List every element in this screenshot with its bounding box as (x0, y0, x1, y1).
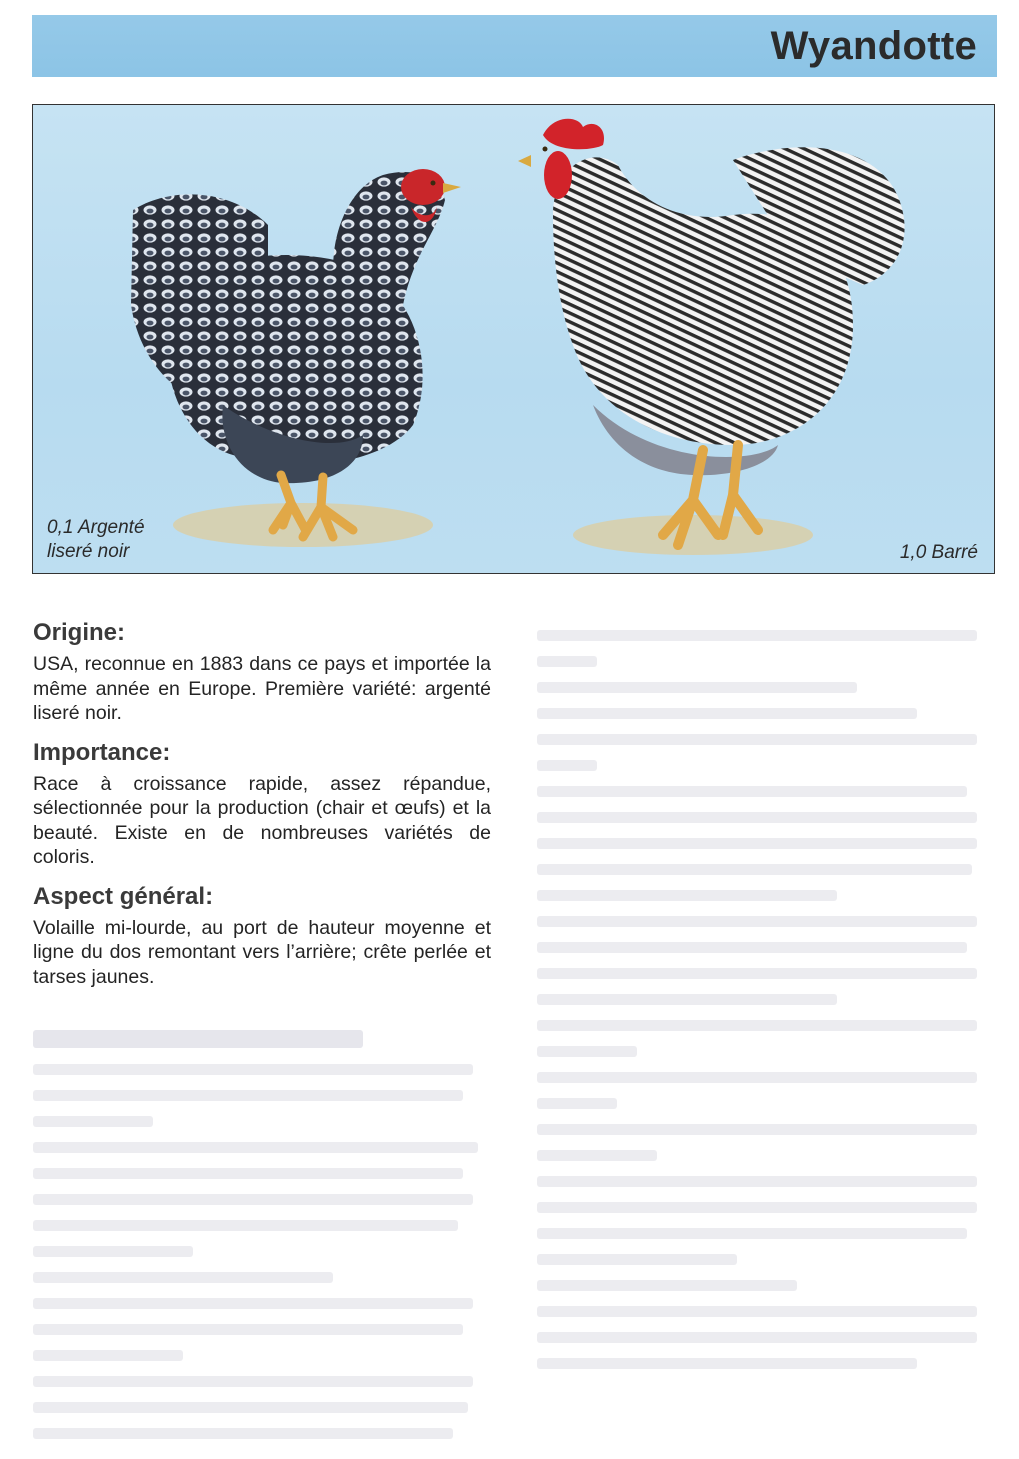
chicken-illustration (33, 105, 995, 574)
section-heading: Importance: (33, 738, 171, 766)
bleed-through-right (537, 630, 987, 1384)
caption-rooster: 1,0 Barré (899, 542, 978, 563)
section-text: USA, reconnue en 1883 dans ce pays et importée la même année en Europe. Première variété: argenté liseré noir. (33, 653, 491, 724)
section-text: Volaille mi-lourde, au port de hauteur moyenne et ligne du dos remontant vers l’arrière; crête perlée et tarses jaunes. (33, 916, 491, 988)
hen-silver-laced (131, 169, 461, 547)
caption-hen-line2: liseré noir (47, 541, 130, 562)
section-aspect-general (33, 882, 491, 990)
section-origine (33, 618, 491, 726)
caption-hen (47, 516, 145, 564)
section-heading: Origine: (33, 619, 126, 646)
section-importance (33, 738, 491, 870)
breed-illustration (32, 104, 995, 574)
section-heading: Aspect général: (33, 882, 214, 910)
rooster-barred (518, 119, 905, 555)
section-text: Race à croissance rapide, assez répandue, sélectionnée pour la production (chair et œufs) et la beauté. Existe en de nombreuses variétés de coloris. (33, 772, 491, 868)
page-title: Wyandotte (770, 24, 977, 68)
title-bar (32, 15, 997, 77)
bleed-through-left (33, 1030, 483, 1454)
breed-description (33, 618, 491, 1001)
caption-hen-line1: 0,1 Argenté (47, 517, 145, 538)
